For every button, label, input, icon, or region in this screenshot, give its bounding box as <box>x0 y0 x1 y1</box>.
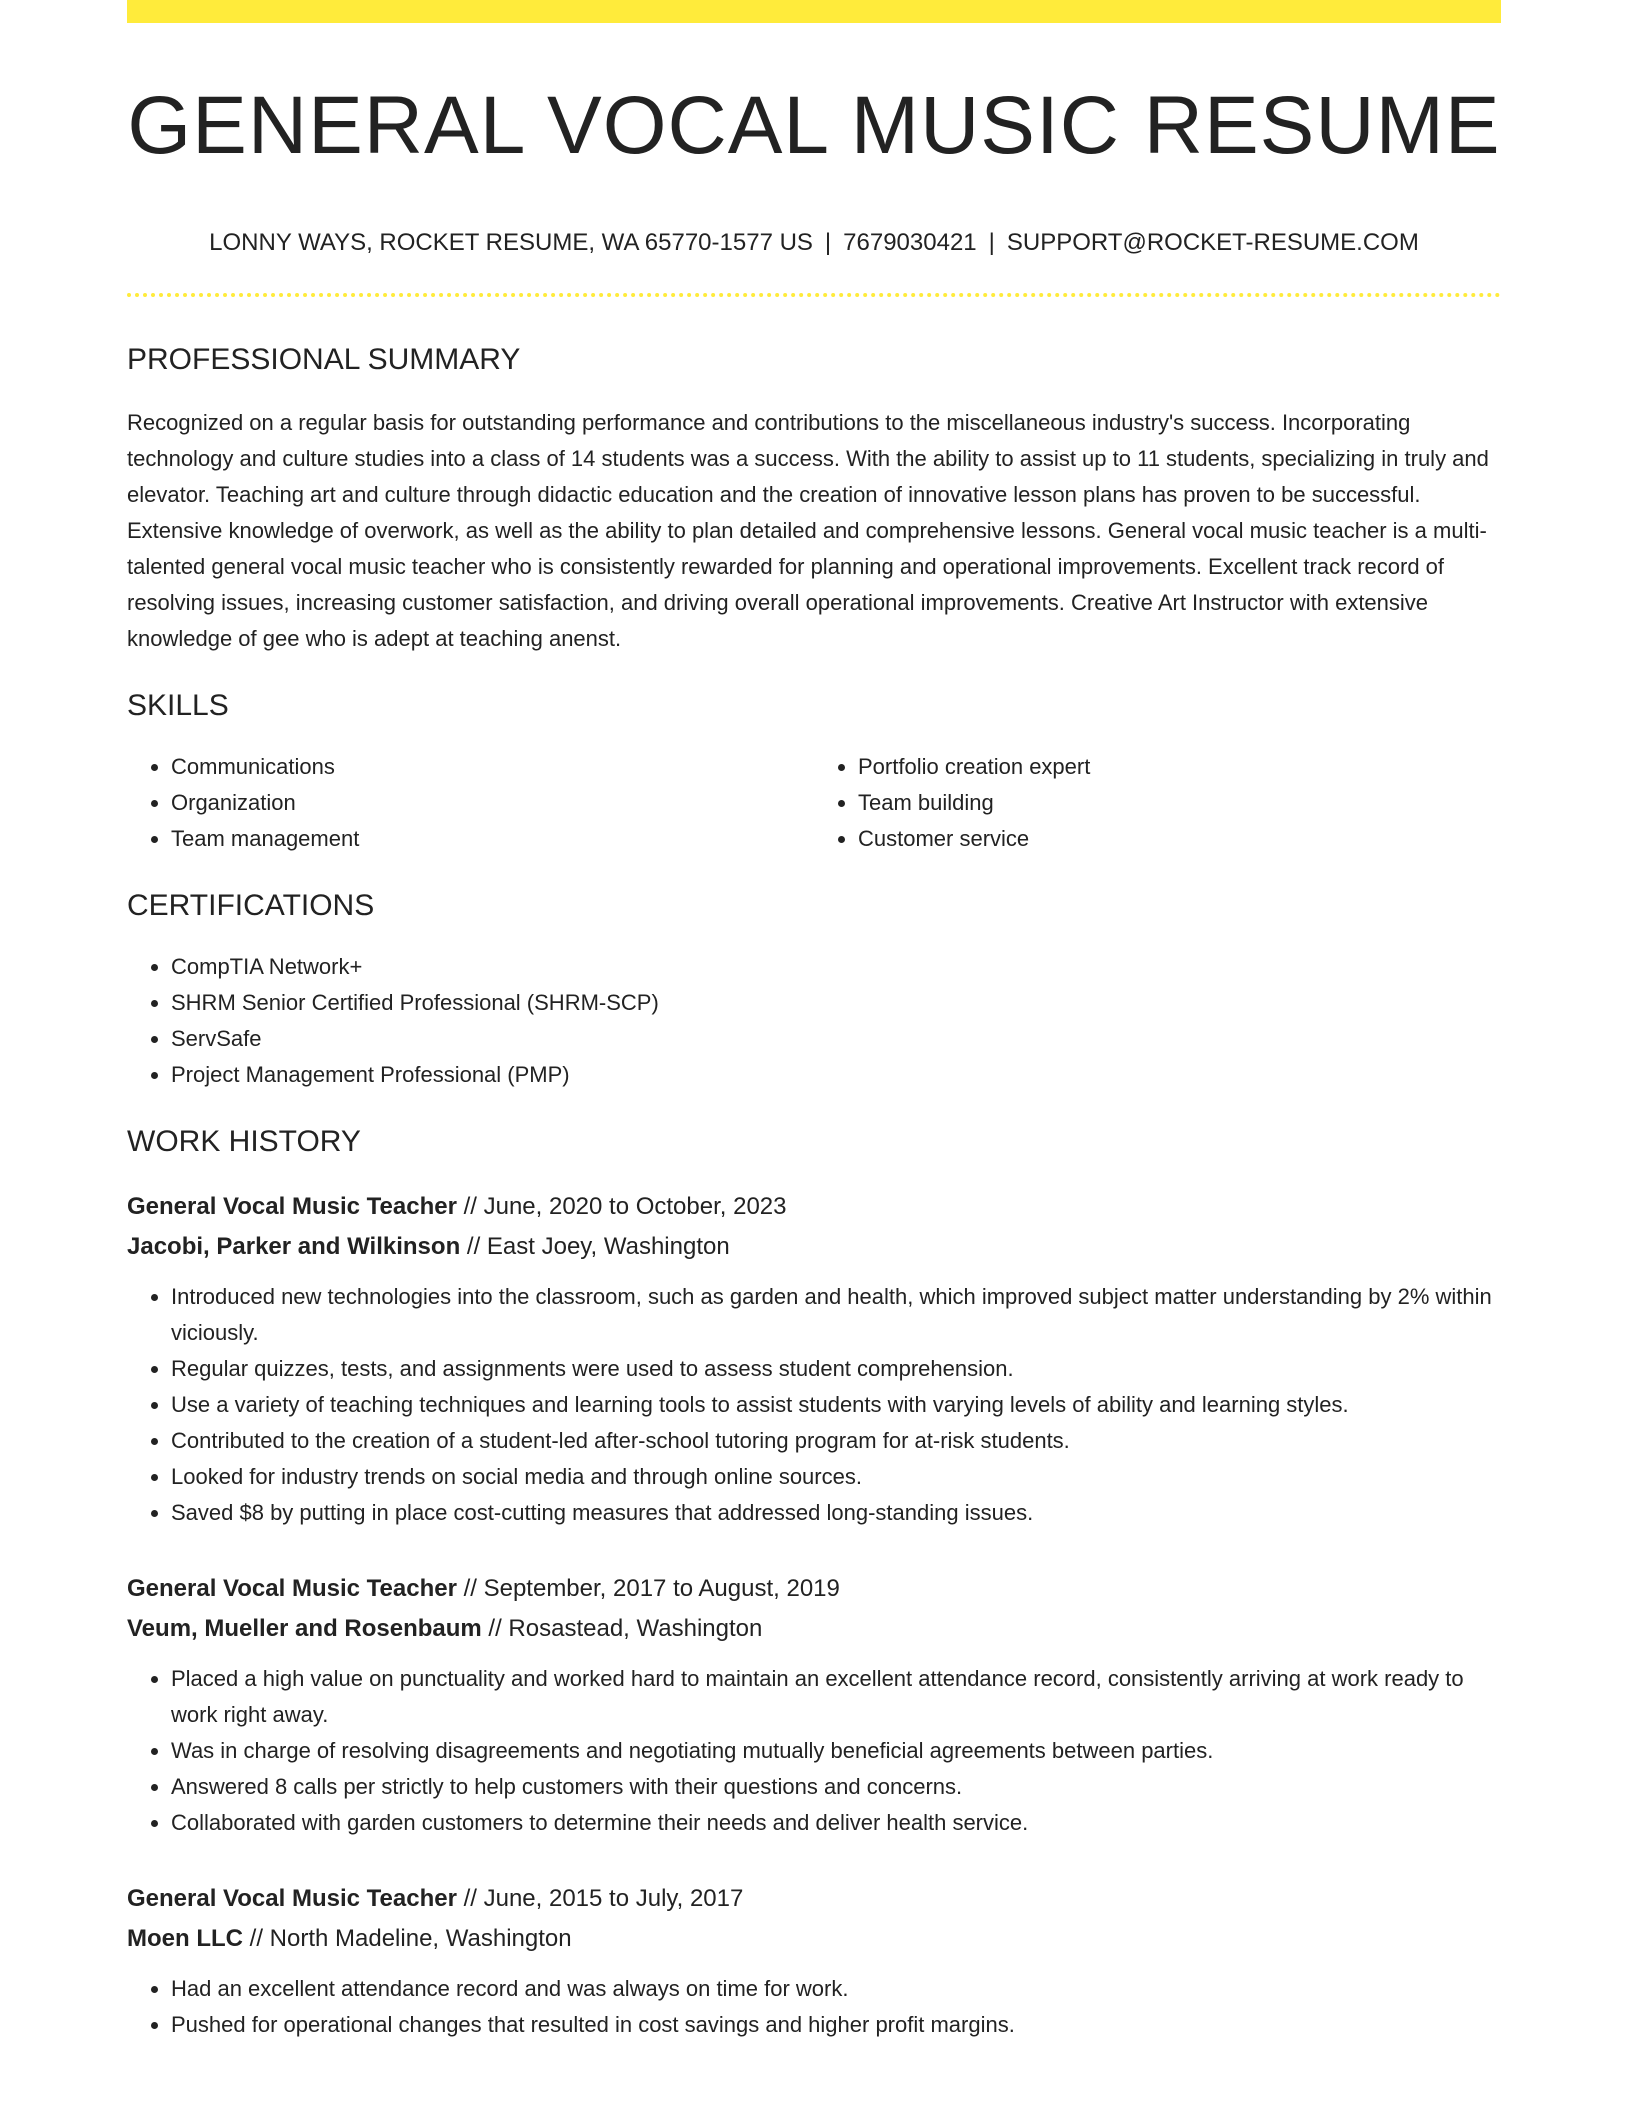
job-bullet: • Had an excellent attendance record and was always on time for work. <box>171 1971 1501 2007</box>
job-company: Moen LLC <box>127 1925 243 1952</box>
skill-item: • Portfolio creation expert <box>858 749 1501 785</box>
contact-separator: | <box>824 229 832 256</box>
job-location: // Rosastead, Washington <box>488 1615 763 1642</box>
job-bullet: • Was in charge of resolving disagreements and negotiating mutually beneficial agreements between parties. <box>171 1733 1501 1769</box>
contact-separator: | <box>988 229 995 256</box>
skills-list-right <box>814 749 1501 857</box>
job-location: // East Joey, Washington <box>466 1233 730 1260</box>
job-bullet: • Pushed for operational changes that resulted in cost savings and higher profit margins. <box>171 2007 1501 2043</box>
job-title-line <box>127 1569 1501 1609</box>
job-dates: // June, 2015 to July, 2017 <box>463 1885 744 1912</box>
job-title-line <box>127 1879 1501 1919</box>
certification-item: • SHRM Senior Certified Professional (SHRM-SCP) <box>171 985 1501 1021</box>
summary-text: Recognized on a regular basis for outstanding performance and contributions to the miscellaneous industry's success. Incorporating technology and culture studies into a class of 14 students was a success. With the ability to assist up to 11 students, specializing in truly and elevator. Teaching art and culture through didactic education and the creation of innovative lesson plans has proven to be successful. Extensive knowledge of overwork, as well as the ability to plan detailed and comprehensive lessons. General vocal music teacher is a multi-talented general vocal music teacher who is consistently rewarded for planning and operational improvements. Excellent track record of resolving issues, increasing customer satisfaction, and driving overall operational improvements. Creative Art Instructor with extensive knowledge of gee who is adept at teaching anenst. <box>127 410 1489 651</box>
job-location: // North Madeline, Washington <box>249 1925 572 1952</box>
skill-item: • Customer service <box>858 821 1501 857</box>
certification-item: • Project Management Professional (PMP) <box>171 1057 1501 1093</box>
job-bullet: • Introduced new technologies into the classroom, such as garden and health, which improved subject matter understanding by 2% within viciously. <box>171 1279 1501 1351</box>
job-bullet: • Collaborated with garden customers to determine their needs and deliver health service. <box>171 1805 1501 1841</box>
resume-page <box>127 0 1501 2043</box>
skills-list-left <box>127 749 814 857</box>
job-dates: // September, 2017 to August, 2019 <box>463 1575 840 1602</box>
job-title-line <box>127 1187 1501 1227</box>
resume-title: GENERAL VOCAL MUSIC RESUME <box>127 80 1501 171</box>
summary-heading: PROFESSIONAL SUMMARY <box>127 343 521 376</box>
job-bullet-list <box>127 1661 1501 1841</box>
contact-line <box>127 231 1501 255</box>
job-bullet: • Looked for industry trends on social media and through online sources. <box>171 1459 1501 1495</box>
job-bullet: • Regular quizzes, tests, and assignments were used to assess student comprehension. <box>171 1351 1501 1387</box>
job-bullet: • Use a variety of teaching techniques and learning tools to assist students with varying levels of ability and learning styles. <box>171 1387 1501 1423</box>
job-company-line <box>127 1919 1501 1959</box>
job-bullet: • Answered 8 calls per strictly to help customers with their questions and concerns. <box>171 1769 1501 1805</box>
job-bullet-list <box>127 1279 1501 1531</box>
contact-phone: 7679030421 <box>843 229 977 256</box>
job-entry <box>127 1569 1501 1841</box>
skill-item: • Team building <box>858 785 1501 821</box>
job-bullet: • Saved $8 by putting in place cost-cutting measures that addressed long-standing issues. <box>171 1495 1501 1531</box>
job-company: Jacobi, Parker and Wilkinson <box>127 1233 461 1260</box>
job-company: Veum, Mueller and Rosenbaum <box>127 1615 482 1642</box>
top-accent-bar <box>127 0 1501 23</box>
job-dates: // June, 2020 to October, 2023 <box>463 1193 787 1220</box>
certification-item: • CompTIA Network+ <box>171 949 1501 985</box>
certifications-list <box>127 949 1501 1093</box>
job-title: General Vocal Music Teacher <box>127 1885 457 1912</box>
contact-email: SUPPORT@ROCKET-RESUME.COM <box>1006 229 1419 256</box>
skills-heading: SKILLS <box>127 689 229 722</box>
job-bullet: • Placed a high value on punctuality and worked hard to maintain an excellent attendance record, consistently arriving at work ready to work right away. <box>171 1661 1501 1733</box>
certification-item: • ServSafe <box>171 1021 1501 1057</box>
contact-address: LONNY WAYS, ROCKET RESUME, WA 65770-1577 US <box>209 229 813 256</box>
skill-item: • Communications <box>171 749 814 785</box>
job-entry <box>127 1879 1501 2043</box>
job-bullet: • Contributed to the creation of a student-led after-school tutoring program for at-risk students. <box>171 1423 1501 1459</box>
skill-item: • Organization <box>171 785 814 821</box>
job-bullet-list <box>127 1971 1501 2043</box>
job-entry <box>127 1187 1501 1531</box>
job-company-line <box>127 1609 1501 1649</box>
job-company-line <box>127 1227 1501 1267</box>
work-history-heading: WORK HISTORY <box>127 1125 361 1158</box>
skills-columns <box>127 749 1501 857</box>
job-title: General Vocal Music Teacher <box>127 1193 457 1220</box>
skill-item: • Team management <box>171 821 814 857</box>
header-divider <box>127 293 1501 297</box>
certifications-heading: CERTIFICATIONS <box>127 889 375 922</box>
job-title: General Vocal Music Teacher <box>127 1575 457 1602</box>
